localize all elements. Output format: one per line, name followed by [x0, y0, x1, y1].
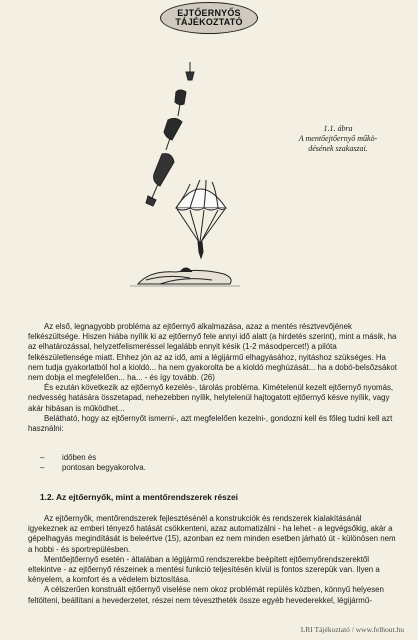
figure-caption	[282, 124, 394, 154]
parachute-deployment-illustration	[120, 58, 260, 298]
figure-number: 1.1. ábra	[323, 124, 353, 133]
section-paragraph-2: Mentőejtőernyő esetén - általában a légijármű rendszerekbe beépített ejtőernyőrendszerektől eltekintve - az ejtőernyő részeinek a mentési funkció teljesítésén kívül is fontos szerepük van. Ilyen a kényelem, a komfort és a védelem biztosítása.	[28, 554, 380, 585]
header-line-2: TÁJÉKOZTATÓ	[175, 17, 243, 27]
section-text	[28, 514, 398, 606]
intro-paragraph-3: Belátható, hogy az ejtőernyőt ismerni-, azt megfelelően kezelni-, gondozni kell és főleg tudni kell azt használni:	[28, 413, 393, 434]
section-paragraph-1: Az ejtőernyők, mentőrendszerek fejlesztésénél a konstrukciók és rendszerek kialakításánál igyekeznek az emberi tényező hatását csökkenteni, azaz automatizálni - ha lehet - a legvégsőkig, akár a gépelhagyás megindítását is beleértve (15), azonban ez nem minden esetben járható út - különösen nem a hobbi - és sportrepülésben.	[28, 514, 396, 554]
section-heading: 1.2. Az ejtőernyők, mint a mentőrendszerek részei	[40, 492, 238, 502]
landed-canopy	[130, 268, 240, 286]
intro-paragraph-2: És ezután következik az ejtőernyő kezelés-, tárolás probléma. Kimételenül kezelt ejtőernyő nyomás, nedvesség hatására összetapad, nehezebben nyílik, helytelenül hajtogatott ejtőernyő késve nyílik, vagy akár hibásan is működhet...	[28, 383, 394, 413]
figure-caption-line-1: A mentőejtőernyő műkö-	[298, 134, 378, 143]
figure-caption-line-2: désének szakaszai.	[308, 144, 368, 153]
page-footer: LRI Tájékoztató / www.felhout.hu	[300, 625, 404, 634]
section-paragraph-3: A célszerűen konstruált ejtőernyő viselése nem okoz problémát repülés közben, könnyű helyesen feltölteni, beállítani a hevederzetet, részei nem tévesztheték össze egyéb hevederekkel, légijármű-	[28, 585, 384, 605]
intro-text	[28, 322, 398, 434]
list-item: – pontosan begyakorolva.	[40, 463, 146, 473]
header-line-1: EJTŐERNYŐS	[177, 8, 241, 18]
list-item: – időben és	[40, 453, 97, 462]
intro-paragraph-1: Az első, legnagyobb probléma az ejtőernyő alkalmazása, azaz a mentés résztvevőjének felkészültsége. Hiszen hiába nyílik ki az ejtőernyő fele annyi idő alatt (a hirdetés szerint), mint a másik, ha az elhatározással, helyzetfelismeréssel legalább ennyit késik (1-2 másodpercet!) a pilóta felkészületlensége miatt. Ehhez jön az az idő, ami a légijármű elhagyásához, nyitáshoz szükséges. Ha nem tudja gyakorlatból hol a kioldó... ha nem gyakorolta be a kioldó meghúzását... ha a dobó-belsőzsákot nem dobja el megfelelően... ha... - és így tovább. (26)	[28, 322, 397, 383]
deployment-stage-1	[186, 62, 194, 80]
deployment-stage-3	[164, 118, 182, 150]
requirements-list	[40, 453, 146, 473]
open-canopy	[176, 180, 226, 258]
deployment-stage-4	[146, 154, 174, 206]
deployment-stage-2	[175, 90, 186, 116]
header-badge	[160, 2, 258, 34]
